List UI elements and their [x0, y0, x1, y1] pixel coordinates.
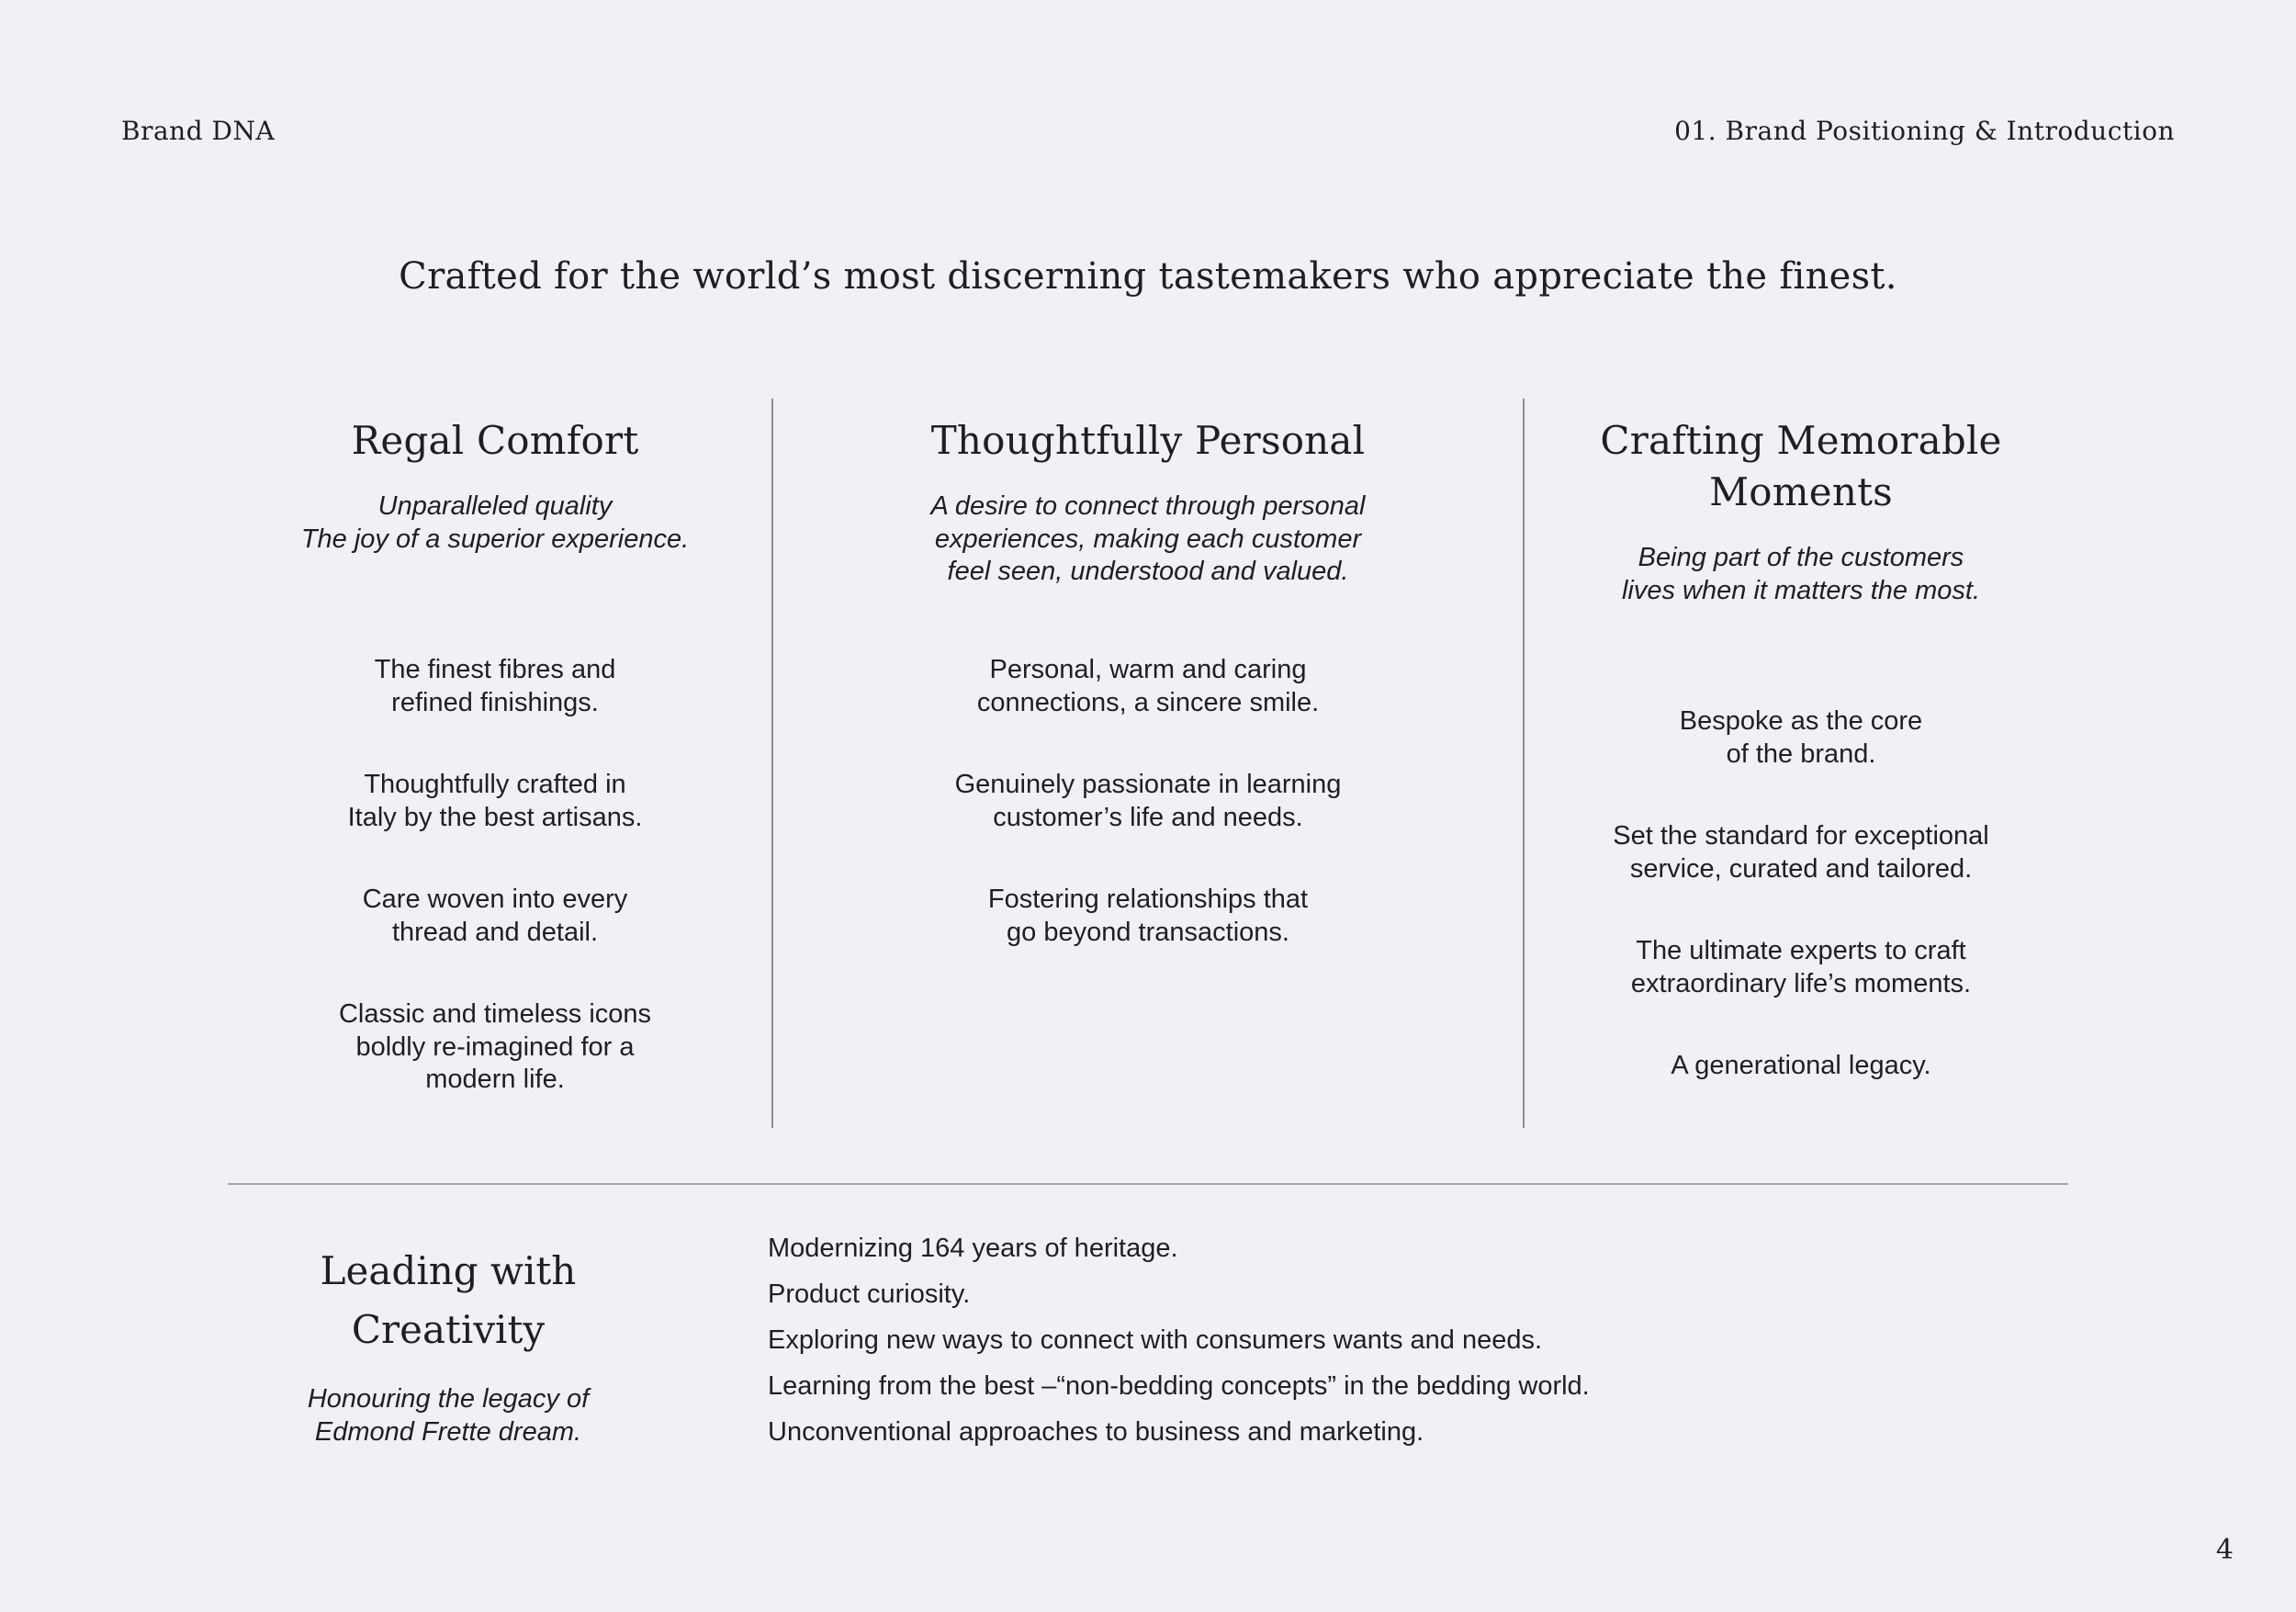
creativity-item: Product curiosity.: [768, 1279, 971, 1309]
pillar-point: The finest fibres and refined finishings.: [374, 655, 616, 717]
pillar-thoughtfully-personal: [771, 399, 1525, 1128]
chapter-title: 01. Brand Positioning & Introduction: [1674, 116, 2175, 146]
pillar-point: Set the standard for exceptional service, curated and tailored.: [1613, 821, 1989, 884]
creativity-list: [768, 1225, 1590, 1455]
pillar-title: Crafting Memorable Moments: [1600, 418, 2002, 514]
pillar-crafting-memorable-moments: [1525, 399, 2077, 1128]
section-divider: [228, 1183, 2068, 1185]
pillar-points: [219, 654, 771, 1097]
creativity-item: Modernizing 164 years of heritage.: [768, 1234, 1178, 1263]
creativity-subtitle: Honouring the legacy of Edmond Frette dream.: [307, 1384, 590, 1447]
pillar-point: Personal, warm and caring connections, a sincere smile.: [976, 655, 1320, 717]
creativity-title: Leading with Creativity: [320, 1248, 577, 1352]
brand-pillars: [219, 399, 2077, 1128]
pillar-subtitle: Unparalleled quality The joy of a superior experience.: [300, 491, 690, 554]
creativity-item: Exploring new ways to connect with consumers wants and needs.: [768, 1325, 1543, 1355]
pillar-title: Regal Comfort: [351, 418, 639, 463]
brand-tagline: Crafted for the world’s most discerning tastemakers who appreciate the finest.: [399, 255, 1897, 298]
pillar-point: The ultimate experts to craft extraordinary life’s moments.: [1630, 936, 1972, 998]
pillar-points: [773, 654, 1523, 949]
document-section-label: Brand DNA: [121, 116, 276, 146]
page-number: 4: [2215, 1534, 2234, 1566]
creativity-item: Unconventional approaches to business and marketing.: [768, 1417, 1424, 1447]
creativity-heading-block: [219, 1242, 678, 1449]
pillar-subtitle: A desire to connect through personal experiences, making each customer feel seen, understood and valued.: [930, 491, 1366, 586]
creativity-item: Learning from the best –“non-bedding concepts” in the bedding world.: [768, 1371, 1590, 1401]
pillar-points: [1525, 705, 2077, 1083]
pillar-regal-comfort: [219, 399, 771, 1128]
pillar-point: A generational legacy.: [1671, 1051, 1931, 1080]
pillar-point: Classic and timeless icons boldly re-imagined for a modern life.: [338, 999, 652, 1094]
pillar-point: Fostering relationships that go beyond transactions.: [987, 885, 1309, 947]
pillar-point: Bespoke as the core of the brand.: [1679, 706, 1923, 769]
pillar-point: Genuinely passionate in learning customer’s life and needs.: [954, 770, 1342, 832]
pillar-title: Thoughtfully Personal: [930, 418, 1366, 463]
pillar-point: Care woven into every thread and detail.: [362, 885, 628, 947]
pillar-subtitle: Being part of the customers lives when it matters the most.: [1621, 543, 1981, 605]
pillar-point: Thoughtfully crafted in Italy by the best artisans.: [347, 770, 643, 832]
